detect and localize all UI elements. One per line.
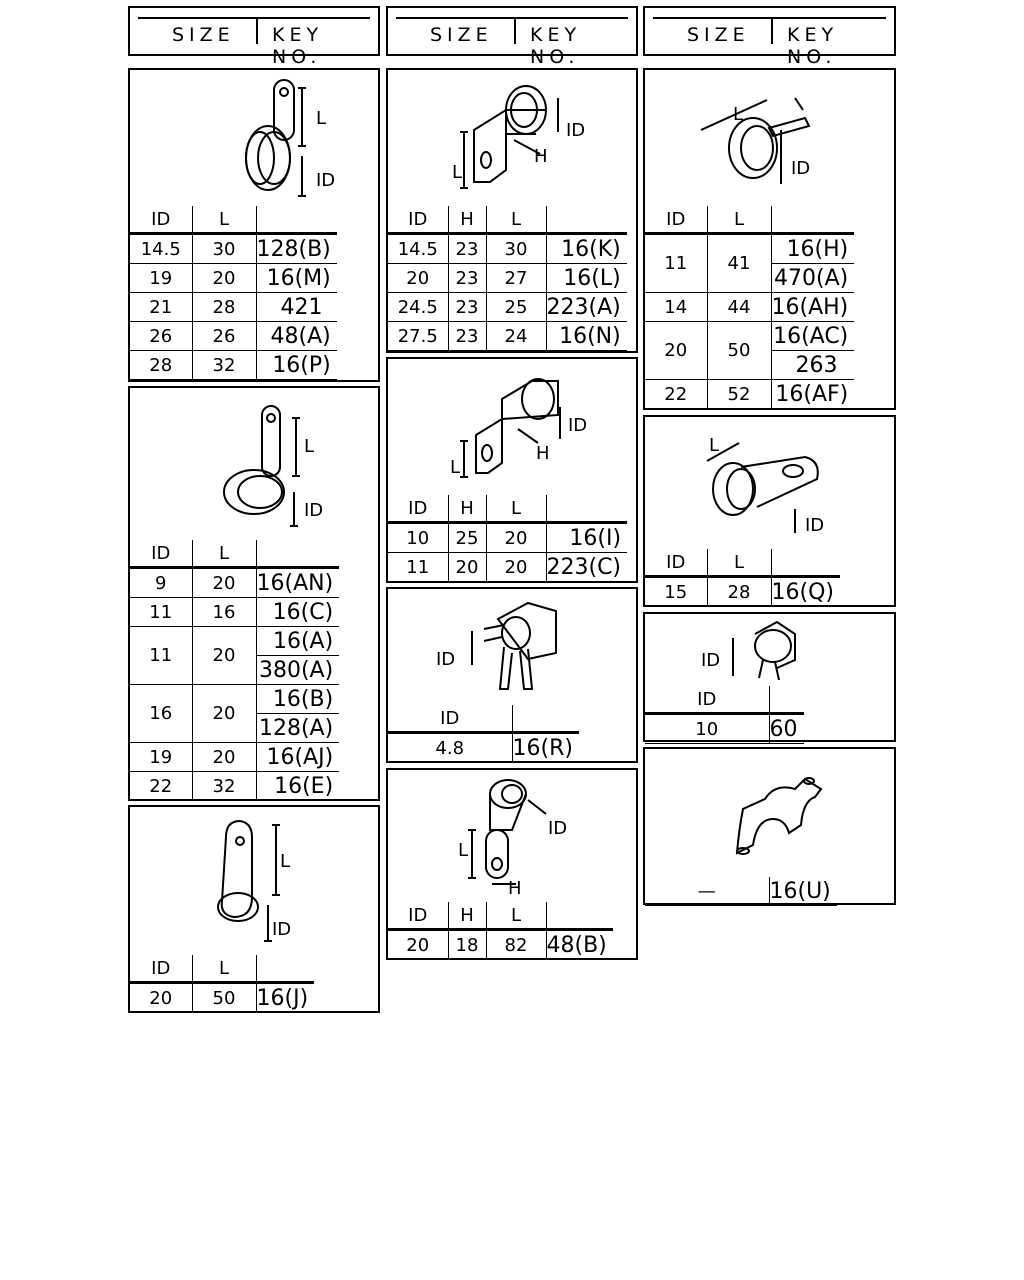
clip-j-table: ID 10 60 (645, 686, 804, 744)
clip-a-table: ID L 14.5 30 128(B) 19 20 16(M) 21 28 421 26 26 48(A) 28 32 16(P) (130, 206, 337, 380)
size-label: SIZE (687, 24, 750, 46)
header-divider (514, 17, 516, 44)
clip-a-illustration (130, 70, 378, 206)
dim-id-label: ID (566, 120, 586, 141)
clip-i-illustration (645, 417, 894, 549)
panel-clip-k (643, 747, 896, 905)
clamp-shape (737, 779, 821, 853)
dim-id-label: ID (701, 650, 721, 671)
dim-id-label: ID (436, 649, 456, 670)
panel-clip-i (643, 415, 896, 607)
dim-l-label: L (280, 851, 291, 872)
dim-id-label: ID (316, 170, 336, 191)
header-col1 (128, 6, 380, 68)
header-rule (396, 17, 628, 19)
clip-i-table: ID L 15 28 16(Q) (645, 549, 840, 607)
clip-g-table: ID H L 20 18 82 48(B) (388, 902, 613, 960)
size-label: SIZE (172, 24, 235, 46)
header-rule (138, 17, 370, 19)
clip-d-table: ID H L 14.5 23 30 16(K) 20 23 27 16(L) 24.5 23 25 223(A) 27.5 23 24 16(N) (388, 206, 627, 351)
loop-shape (490, 780, 526, 808)
clip-body (498, 603, 556, 659)
tab-shape (262, 406, 280, 476)
header-divider (256, 17, 258, 44)
clip-c-table: ID L 20 50 16(J) (130, 955, 314, 1013)
dim-id-label: ID (791, 158, 811, 179)
header-rule (653, 17, 886, 19)
clip-k-table: — 16(U) (645, 877, 837, 906)
tab-shape (222, 821, 252, 917)
clip-h-table: ID L 11 41 16(H) 470(A) 14 44 16(AH) 20 50 16(AC) 263 22 52 16(AF) (645, 206, 854, 409)
key-no-label: KEY NO. (272, 24, 324, 68)
dim-id-label: ID (272, 919, 292, 940)
clip-e-table: ID H L 10 25 20 16(I) 11 20 20 223(C) (388, 495, 627, 582)
clip-h-illustration (645, 70, 894, 206)
panel-clip-d (386, 68, 638, 353)
header-col3 (643, 6, 896, 68)
key-no-label: KEY NO. (787, 24, 839, 68)
dim-l-label: L (450, 457, 461, 478)
dim-id-label: ID (304, 500, 324, 521)
dim-l-label: L (458, 840, 469, 861)
size-label: SIZE (430, 24, 493, 46)
header-col2 (386, 6, 638, 68)
col-l: L (192, 206, 256, 234)
dim-id-label: ID (805, 515, 825, 536)
key-no-label: KEY NO. (530, 24, 582, 68)
dim-l-label: L (316, 108, 327, 129)
dim-l-label: L (304, 436, 315, 457)
panel-clip-g (386, 768, 638, 960)
bracket-shape (474, 110, 506, 182)
panel-clip-c (128, 805, 380, 1013)
dim-h-label: H (534, 146, 548, 167)
clip-b-table: ID L 9 20 16(AN) 11 16 16(C) 11 20 16(A) 380(A) 16 20 16(B) 128(A) 19 20 16(AJ) 22 32 16(E) (130, 540, 339, 801)
clip-j-illustration (645, 614, 894, 686)
loop-shape (755, 630, 791, 662)
clip-f-table: ID 4.8 16(R) (388, 705, 579, 763)
panel-clip-e (386, 357, 638, 583)
panel-clip-b (128, 386, 380, 801)
col-id: ID (130, 206, 192, 234)
dim-id-label: ID (548, 818, 568, 839)
clip-c-illustration (130, 807, 378, 955)
dim-l-label: L (452, 162, 463, 183)
clip-f-illustration (388, 589, 636, 705)
dim-id-label: ID (568, 415, 588, 436)
dim-l-label: L (709, 435, 720, 456)
clip-d-illustration (388, 70, 636, 206)
header-divider (771, 17, 773, 44)
panel-clip-h (643, 68, 896, 410)
dim-h-label: H (508, 878, 522, 899)
panel-clip-f (386, 587, 638, 763)
clip-b-illustration (130, 388, 378, 540)
clip-e-illustration (388, 359, 636, 495)
panel-clip-j (643, 612, 896, 742)
panel-clip-a (128, 68, 380, 382)
dim-l-label: L (733, 104, 744, 125)
dim-h-label: H (536, 443, 550, 464)
clip-k-illustration (645, 749, 894, 877)
